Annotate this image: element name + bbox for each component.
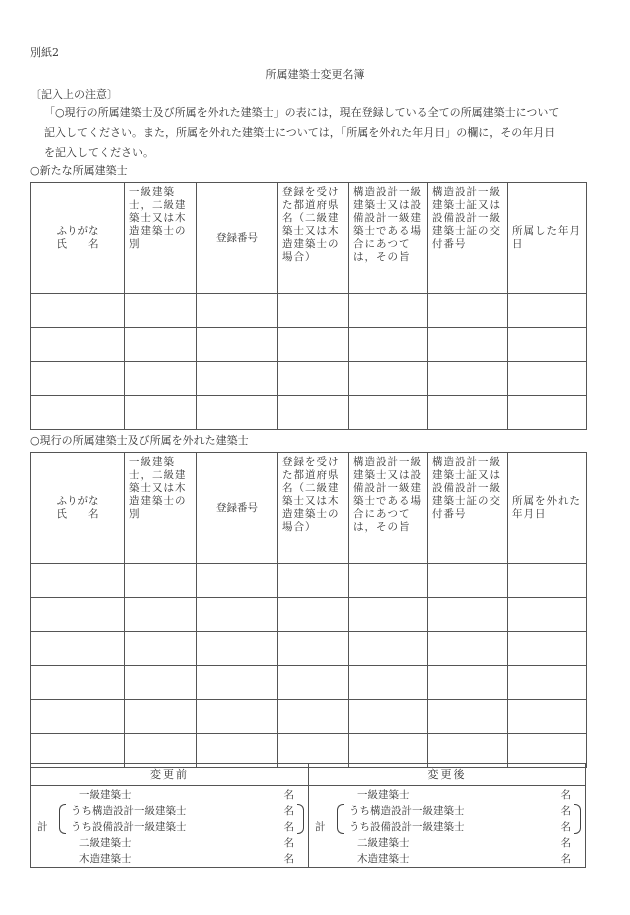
entry-cell[interactable]: [278, 328, 349, 362]
unit-label: 名: [560, 805, 571, 817]
entry-cell[interactable]: [31, 700, 125, 734]
total-label: 計: [315, 821, 326, 833]
entry-cell[interactable]: [278, 294, 349, 328]
entry-cell[interactable]: [125, 396, 197, 430]
bracket-right: [297, 804, 304, 834]
entry-cell[interactable]: [31, 598, 125, 632]
entry-cell[interactable]: [508, 294, 587, 328]
column-header: 登録を受けた都道府県名（二級建築士又は木造建築士の場合）: [278, 183, 349, 294]
column-header: 構造設計一級建築士又は設備設計一級建築士である場合にあつては，その旨: [349, 183, 428, 294]
summary-heading: 変更前: [31, 764, 308, 786]
entry-cell[interactable]: [278, 396, 349, 430]
entry-cell[interactable]: [197, 632, 278, 666]
entry-cell[interactable]: [508, 666, 587, 700]
entry-cell[interactable]: [508, 598, 587, 632]
section1-heading: ○新たな所属建築士: [30, 164, 128, 177]
entry-cell[interactable]: [125, 362, 197, 396]
entry-cell[interactable]: [278, 666, 349, 700]
unit-label: 名: [283, 853, 294, 865]
table-row: [31, 598, 587, 632]
entry-cell[interactable]: [349, 362, 428, 396]
table-row: [31, 666, 587, 700]
entry-cell[interactable]: [197, 564, 278, 598]
unit-label: 名: [560, 789, 571, 801]
entry-cell[interactable]: [31, 564, 125, 598]
notes-line: 記入してください。また，所属を外れた建築士については，「所属を外れた年月日」の欄に，その年月日: [44, 126, 556, 139]
entry-cell[interactable]: [278, 700, 349, 734]
summary-box: [30, 763, 586, 868]
item-label: うち設備設計一級建築士: [349, 821, 465, 833]
table-row: [31, 700, 587, 734]
entry-cell[interactable]: [428, 396, 508, 430]
column-header: 一級建築士，二級建築士又は木造建築士の別: [125, 183, 197, 294]
bracket-left: [59, 804, 66, 834]
summary-item: [349, 820, 571, 835]
item-label: 二級建築士: [79, 837, 132, 849]
entry-cell[interactable]: [125, 598, 197, 632]
entry-cell[interactable]: [349, 632, 428, 666]
entry-cell[interactable]: [428, 564, 508, 598]
summary-before: [31, 764, 309, 867]
notes-line: を記入してください。: [44, 146, 154, 159]
item-label: 一級建築士: [357, 789, 410, 801]
entry-cell[interactable]: [31, 396, 125, 430]
item-label: うち構造設計一級建築士: [71, 805, 187, 817]
notes-heading: 〔記入上の注意〕: [30, 88, 118, 101]
unit-label: 名: [560, 821, 571, 833]
entry-cell[interactable]: [428, 700, 508, 734]
column-header: ふりがな 氏 名: [31, 183, 125, 294]
entry-cell[interactable]: [428, 666, 508, 700]
table-row: [31, 564, 587, 598]
item-label: うち設備設計一級建築士: [71, 821, 187, 833]
summary-body: [31, 786, 308, 867]
item-label: 木造建築士: [79, 853, 132, 865]
table-row: [31, 396, 587, 430]
summary-item: [79, 788, 294, 803]
unit-label: 名: [560, 837, 571, 849]
column-header: 構造設計一級建築士証又は設備設計一級建築士証の交付番号: [428, 183, 508, 294]
entry-cell[interactable]: [125, 632, 197, 666]
column-header: 登録を受けた都道府県名（二級建築士又は木造建築士の場合）: [278, 453, 349, 564]
entry-cell[interactable]: [428, 632, 508, 666]
column-header: 所属を外れた年月日: [508, 453, 587, 564]
item-label: 一級建築士: [79, 789, 132, 801]
column-header: 登録番号: [197, 183, 278, 294]
entry-cell[interactable]: [349, 564, 428, 598]
entry-cell[interactable]: [278, 564, 349, 598]
entry-cell[interactable]: [508, 632, 587, 666]
entry-cell[interactable]: [31, 362, 125, 396]
entry-cell[interactable]: [125, 294, 197, 328]
entry-cell[interactable]: [197, 666, 278, 700]
entry-cell[interactable]: [197, 328, 278, 362]
entry-cell[interactable]: [197, 598, 278, 632]
entry-cell[interactable]: [31, 328, 125, 362]
item-label: 二級建築士: [357, 837, 410, 849]
entry-cell[interactable]: [125, 564, 197, 598]
table-row: [31, 294, 587, 328]
unit-label: 名: [283, 805, 294, 817]
entry-cell[interactable]: [31, 666, 125, 700]
entry-cell[interactable]: [125, 328, 197, 362]
doc-label: 別紙2: [30, 46, 59, 59]
entry-cell[interactable]: [125, 700, 197, 734]
table-row: [31, 362, 587, 396]
entry-cell[interactable]: [508, 328, 587, 362]
summary-item: [349, 804, 571, 819]
notes-line: 「○現行の所属建築士及び所属を外れた建築士」の表には，現在登録している全ての所属建築士について: [44, 106, 560, 119]
header-row: [31, 453, 587, 564]
entry-cell[interactable]: [349, 598, 428, 632]
bracket-right: [574, 804, 581, 834]
summary-item: [71, 804, 294, 819]
summary-heading: 変更後: [309, 764, 585, 786]
entry-cell[interactable]: [349, 666, 428, 700]
entry-cell[interactable]: [349, 294, 428, 328]
summary-item: [357, 852, 571, 867]
entry-cell[interactable]: [31, 294, 125, 328]
entry-cell[interactable]: [278, 598, 349, 632]
entry-cell[interactable]: [428, 328, 508, 362]
summary-item: [79, 836, 294, 851]
item-label: うち構造設計一級建築士: [349, 805, 465, 817]
summary-item: [79, 852, 294, 867]
bracket-left: [337, 804, 344, 834]
page-title: 所属建築士変更名簿: [265, 68, 365, 81]
unit-label: 名: [283, 821, 294, 833]
unit-label: 名: [283, 789, 294, 801]
column-header: ふりがな 氏 名: [31, 453, 125, 564]
summary-item: [71, 820, 294, 835]
entry-cell[interactable]: [508, 396, 587, 430]
column-header: 登録番号: [197, 453, 278, 564]
header-row: [31, 183, 587, 294]
column-header: 一級建築士，二級建築士又は木造建築士の別: [125, 453, 197, 564]
entry-cell[interactable]: [349, 700, 428, 734]
item-label: 木造建築士: [357, 853, 410, 865]
entry-cell[interactable]: [197, 362, 278, 396]
entry-cell[interactable]: [197, 396, 278, 430]
table-row: [31, 632, 587, 666]
new-architects-table: [30, 182, 587, 430]
entry-cell[interactable]: [125, 666, 197, 700]
column-header: 構造設計一級建築士又は設備設計一級建築士である場合にあつては，その旨: [349, 453, 428, 564]
summary-item: [357, 836, 571, 851]
column-header: 所属した年月日: [508, 183, 587, 294]
entry-cell[interactable]: [428, 598, 508, 632]
entry-cell[interactable]: [31, 632, 125, 666]
entry-cell[interactable]: [508, 564, 587, 598]
entry-cell[interactable]: [508, 362, 587, 396]
summary-after: [309, 764, 585, 867]
table-row: [31, 328, 587, 362]
current-architects-table: [30, 452, 587, 768]
unit-label: 名: [560, 853, 571, 865]
entry-cell[interactable]: [197, 700, 278, 734]
entry-cell[interactable]: [428, 294, 508, 328]
entry-cell[interactable]: [428, 362, 508, 396]
entry-cell[interactable]: [278, 362, 349, 396]
summary-item: [357, 788, 571, 803]
unit-label: 名: [283, 837, 294, 849]
entry-cell[interactable]: [349, 396, 428, 430]
entry-cell[interactable]: [508, 700, 587, 734]
section2-heading: ○現行の所属建築士及び所属を外れた建築士: [30, 434, 249, 447]
summary-body: [309, 786, 585, 867]
entry-cell[interactable]: [349, 328, 428, 362]
column-header: 構造設計一級建築士証又は設備設計一級建築士証の交付番号: [428, 453, 508, 564]
entry-cell[interactable]: [278, 632, 349, 666]
total-label: 計: [37, 821, 48, 833]
entry-cell[interactable]: [197, 294, 278, 328]
